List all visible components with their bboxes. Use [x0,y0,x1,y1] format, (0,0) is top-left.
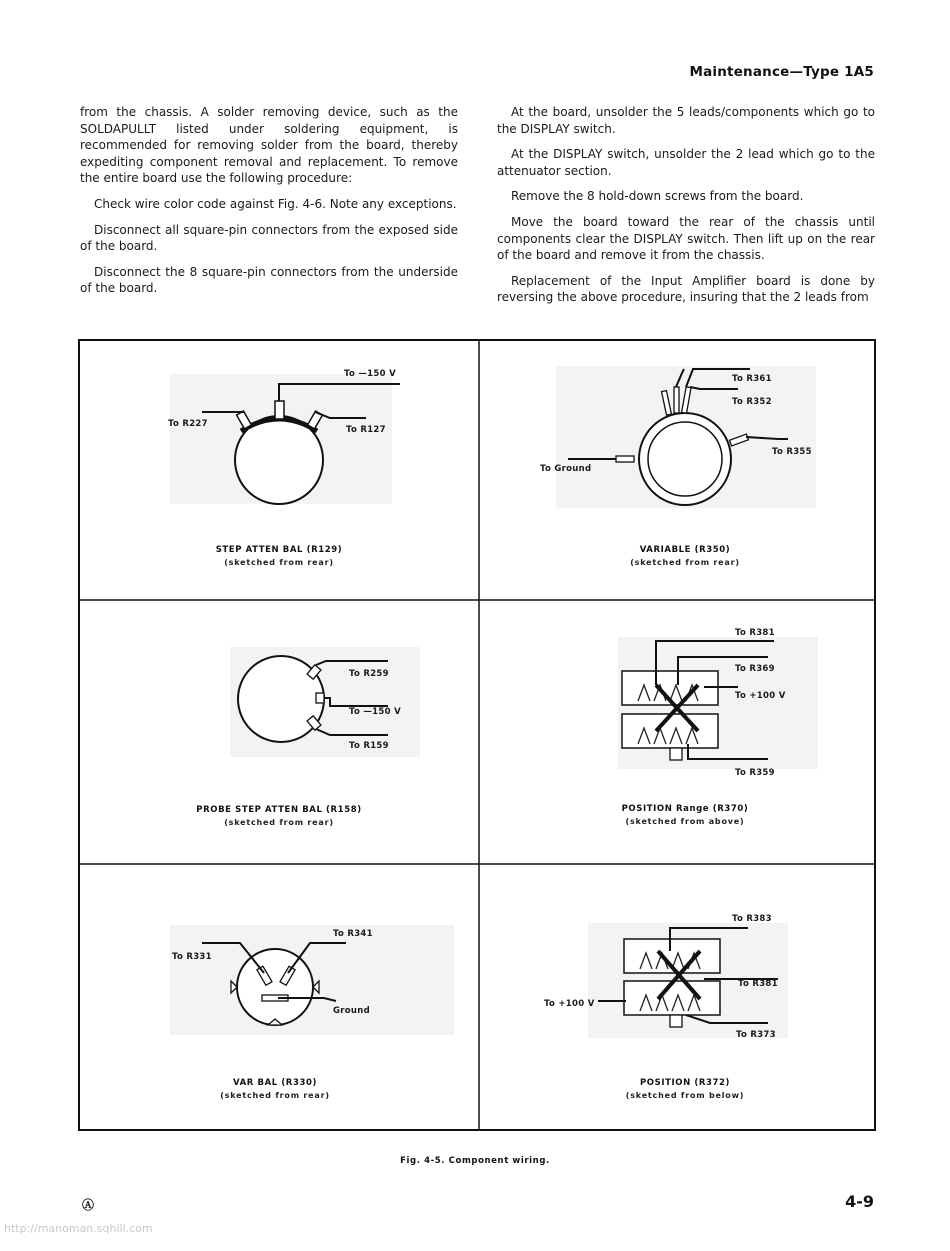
component-wiring-figure [78,339,876,1131]
panel-position-range [618,628,818,826]
left-text-column [80,104,458,306]
watermark: http://manoman.sqhill.com [4,1222,153,1235]
panel-step-atten-bal [168,369,400,567]
wire-label: To R331 [172,952,212,962]
paragraph: Disconnect all square-pin connectors from the exposed side of the board. [80,222,458,254]
paragraph: Disconnect the 8 square-pin connectors from the underside of the board. [80,264,458,296]
tektronix-mark: Ⓐ [82,1198,95,1212]
panel-title: STEP ATTEN BAL (R129) [215,545,343,555]
potentiometer-drawing [237,949,313,1025]
page-header: Maintenance—Type 1A5 [689,64,874,80]
panel-variable [540,366,816,567]
panel-position [544,914,788,1100]
paragraph: from the chassis. A solder removing device, such as the SOLDAPULLT listed under soldering equipment, is recommended for removing solder from the board, thereby expediting component removal and replacement. To remove the entire board use the following procedure: [80,105,458,186]
wire-label: To R369 [735,664,775,674]
wire-label: To R259 [349,669,389,679]
panel-subtitle: (sketched from rear) [630,558,740,567]
wire-label: To +100 V [544,999,595,1009]
wire-label: To Ground [540,464,592,474]
panel-subtitle: (sketched from rear) [224,818,334,827]
wire-label: To +100 V [735,691,786,701]
wire-label: To R352 [732,397,772,407]
wire-label: To R341 [333,929,373,939]
paragraph: Move the board toward the rear of the chassis until components clear the DISPLAY switch. Then lift up on the rear of the board and remove it from the chassis. [497,214,875,263]
right-text-column [497,104,875,315]
paragraph: At the board, unsolder the 5 leads/components which go to the DISPLAY switch. [497,105,875,136]
wire-label: To —150 V [344,369,396,379]
figure-caption: Fig. 4-5. Component wiring. [400,1156,550,1166]
wire-label: To R373 [736,1030,776,1040]
wire-label: Ground [333,1006,370,1016]
panel-subtitle: (sketched from below) [625,1091,745,1100]
panel-probe-step-atten-bal [196,647,420,827]
paragraph: Check wire color code against Fig. 4-6. Note any exceptions. [94,196,457,211]
panel-var-bal [170,925,454,1100]
wire-label: To R355 [772,447,812,457]
potentiometer-drawing [639,413,731,505]
wire-label: To R159 [349,741,389,751]
wire-label: To R381 [735,628,775,638]
panel-title: VARIABLE (R350) [639,545,731,555]
wire-label: To R381 [738,979,778,989]
panel-title: PROBE STEP ATTEN BAL (R158) [196,805,362,815]
paragraph: At the DISPLAY switch, unsolder the 2 lead which go to the attenuator section. [497,147,875,178]
wire-label: To R359 [735,768,775,778]
paragraph: Remove the 8 hold-down screws from the board. [511,189,804,204]
panel-subtitle: (sketched from rear) [224,558,334,567]
wire-label: To R361 [732,374,772,384]
wire-label: To R127 [346,425,386,435]
paragraph: Replacement of the Input Amplifier board is done by reversing the above procedure, insuring that the 2 leads from [497,273,875,305]
wire-label: To R227 [168,419,208,429]
wire-label: To R383 [732,914,772,924]
page-number: 4-9 [845,1192,874,1211]
panel-title: POSITION (R372) [639,1078,731,1088]
wire-label: To —150 V [349,707,401,717]
panel-title: POSITION Range (R370) [621,804,749,814]
panel-subtitle: (sketched from rear) [220,1091,330,1100]
panel-subtitle: (sketched from above) [625,817,745,826]
panel-title: VAR BAL (R330) [233,1078,317,1088]
